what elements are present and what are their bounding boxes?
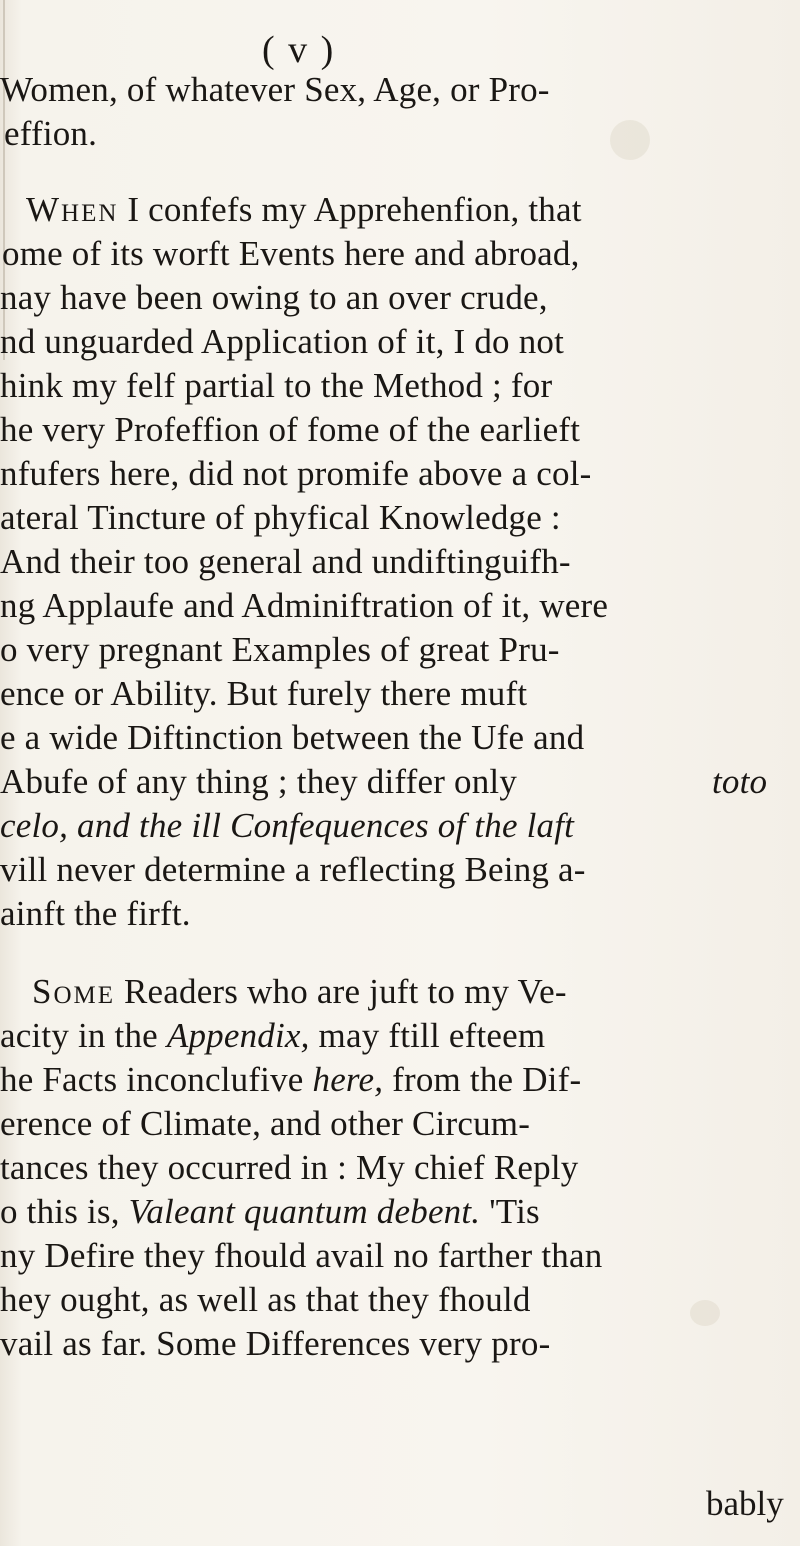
text-line: ateral Tincture of phyfical Knowledge : bbox=[0, 498, 561, 537]
text-line: Women, of whatever Sex, Age, or Pro- bbox=[0, 70, 550, 109]
text-line: tances they occurred in : My chief Reply bbox=[0, 1148, 579, 1187]
catchword: bably bbox=[706, 1484, 784, 1523]
text-line: o very pregnant Examples of great Pru- bbox=[0, 630, 560, 669]
text-line: ainft the firft. bbox=[0, 894, 191, 933]
text-line: hey ought, as well as that they fhould bbox=[0, 1280, 531, 1319]
text-line: vail as far. Some Differences very pro- bbox=[0, 1324, 551, 1363]
paragraph-lead: When bbox=[26, 190, 119, 229]
italic-phrase: toto bbox=[712, 762, 768, 801]
text-line: erence of Climate, and other Circum- bbox=[0, 1104, 531, 1143]
text-line: And their too general and undiftinguifh- bbox=[0, 542, 571, 581]
text-line: ny Defire they fhould avail no farther than bbox=[0, 1236, 603, 1275]
text-line: nd unguarded Application of it, I do not bbox=[0, 322, 565, 361]
text-line: effion. bbox=[4, 114, 98, 153]
text-line: o this is, Valeant quantum debent. 'Tis bbox=[0, 1192, 540, 1231]
text-line: When I confefs my Apprehenfion, that bbox=[26, 190, 582, 229]
text-line: he very Profeffion of fome of the earlieft bbox=[0, 410, 581, 449]
text-line: vill never determine a reflecting Being a- bbox=[0, 850, 586, 889]
text-line: acity in the Appendix, may ftill efteem bbox=[0, 1016, 546, 1055]
text-line: ng Applaufe and Adminiftration of it, were bbox=[0, 586, 609, 625]
paper-stain bbox=[610, 120, 650, 160]
text-line: nfufers here, did not promife above a col- bbox=[0, 454, 592, 493]
text-line: ome of its worft Events here and abroad, bbox=[2, 234, 580, 273]
text-line: celo, and the ill Confequences of the laft bbox=[0, 806, 575, 845]
text-line: he Facts inconclufive here, from the Dif- bbox=[0, 1060, 582, 1099]
text-line: ence or Ability. But furely there muft bbox=[0, 674, 528, 713]
text-line: Some Readers who are juft to my Ve- bbox=[32, 972, 567, 1011]
text-line: nay have been owing to an over crude, bbox=[0, 278, 548, 317]
text-line: Abufe of any thing ; they differ only bbox=[0, 762, 518, 801]
paragraph-lead: Some bbox=[32, 972, 116, 1011]
page-number: ( v ) bbox=[262, 29, 336, 71]
paper-stain bbox=[690, 1300, 720, 1326]
text-line: e a wide Diftinction between the Ufe and bbox=[0, 718, 585, 757]
text-line: hink my felf partial to the Method ; for bbox=[0, 366, 553, 405]
